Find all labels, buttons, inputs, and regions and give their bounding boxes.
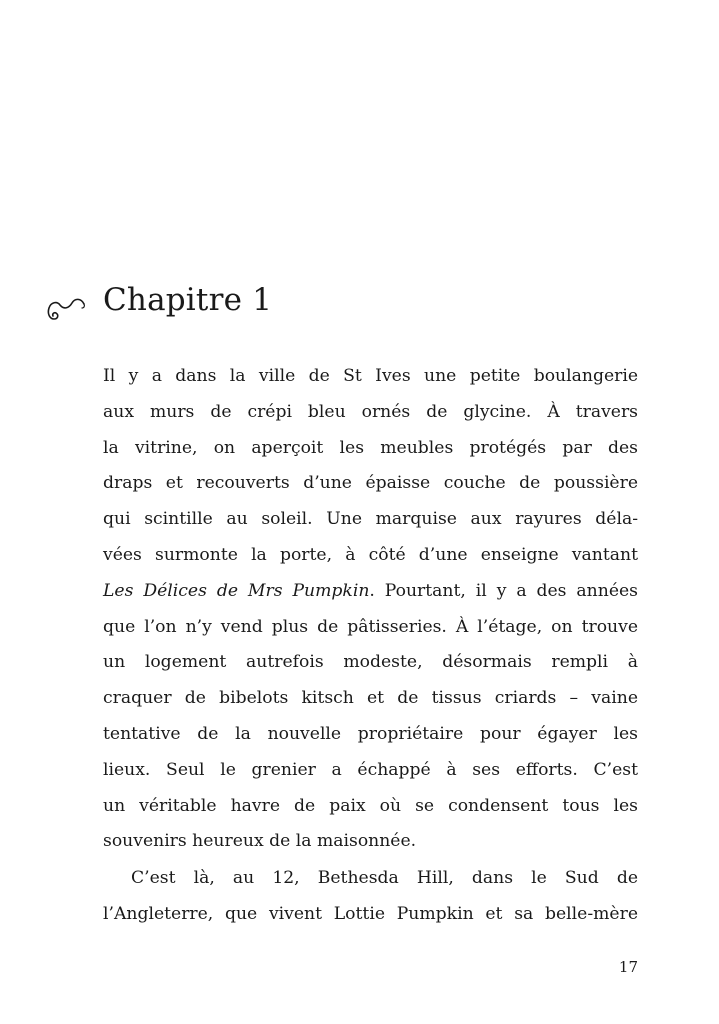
text-line: draps et recouverts d’une épaisse couche de poussière — [103, 473, 638, 494]
text-line: lieux. Seul le grenier a échappé à ses efforts. C’est — [103, 759, 638, 780]
text-line: vées surmonte la porte, à côté d’une enseigne vantant — [103, 544, 638, 565]
text-line: aux murs de crépi bleu ornés de glycine. À travers — [103, 401, 638, 422]
text-line: que l’on n’y vend plus de pâtisseries. À l’étage, on trouve — [103, 616, 638, 637]
body-text — [103, 359, 638, 933]
book-title-italic: Les Délices de Mrs Pumpkin — [103, 580, 370, 601]
text-line: tentative de la nouvelle propriétaire pour égayer les — [103, 723, 638, 744]
text-line: Il y a dans la ville de St Ives une petite boulangerie — [103, 366, 638, 386]
text-line: C’est là, au 12, Bethesda Hill, dans le Sud de — [131, 868, 638, 889]
page-number: 17 — [618, 958, 638, 976]
text-line: qui scintille au soleil. Une marquise aux rayures déla- — [103, 509, 638, 530]
chapter-title: Chapitre 1 — [103, 282, 273, 318]
text-line-rest: . Pourtant, il y a des années — [369, 580, 638, 601]
text-line: craquer de bibelots kitsch et de tissus criards – vaine — [103, 688, 638, 709]
swirl-ornament-icon — [44, 292, 88, 326]
text-line: l’Angleterre, que vivent Lottie Pumpkin et sa belle-mère — [103, 903, 638, 924]
text-line: souvenirs heureux de la maisonnée. — [103, 831, 417, 852]
text-line: un logement autrefois modeste, désormais rempli à — [103, 652, 638, 673]
text-line — [103, 574, 638, 610]
text-line: un véritable havre de paix où se condensent tous les — [103, 795, 638, 816]
text-line: la vitrine, on aperçoit les meubles protégés par des — [103, 437, 638, 458]
